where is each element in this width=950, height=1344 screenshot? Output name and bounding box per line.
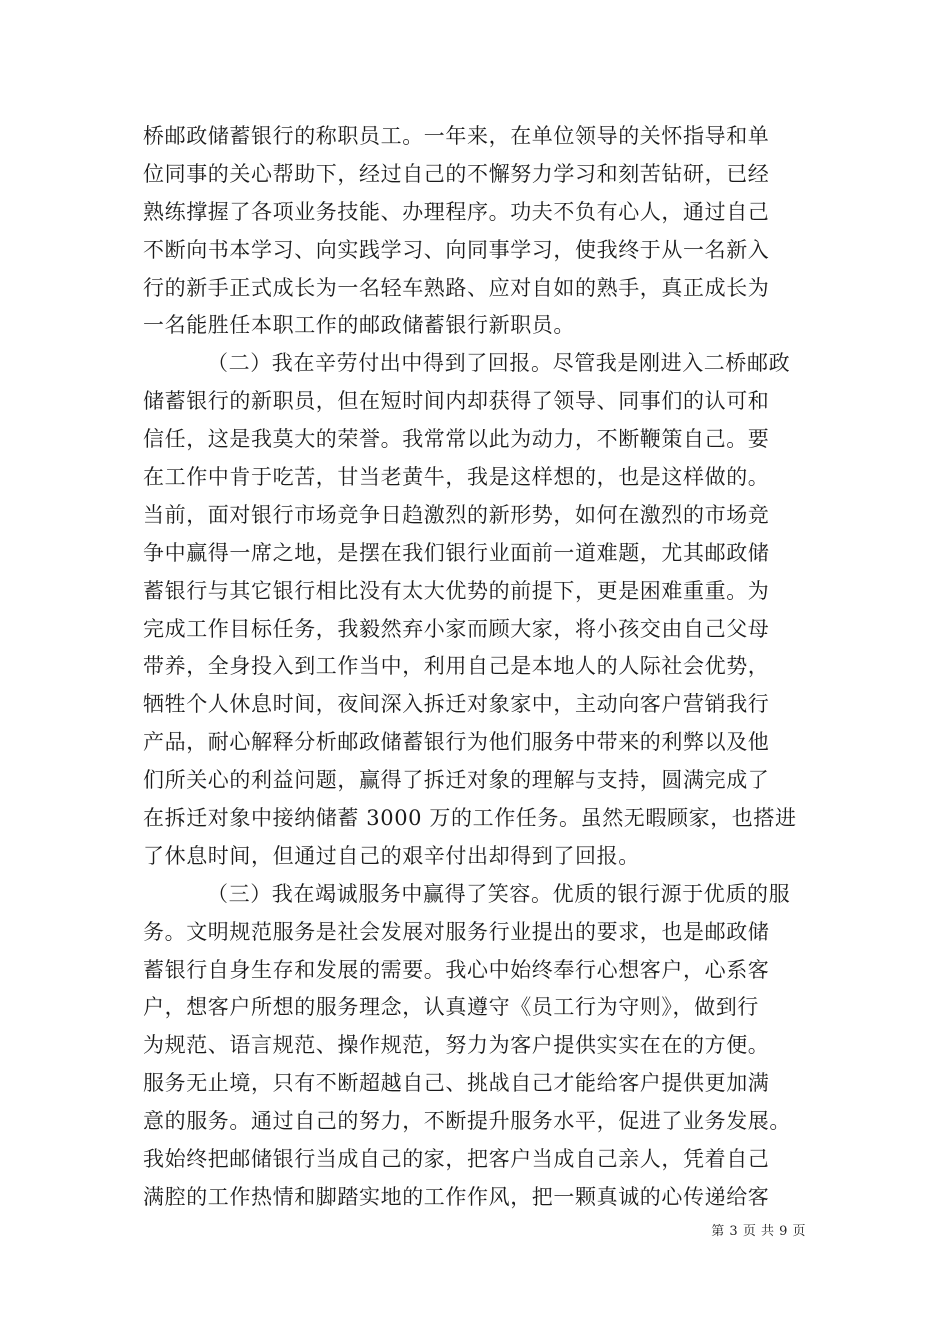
text-line: 不断向书本学习、向实践学习、向同事学习，使我终于从一名新入 bbox=[143, 237, 770, 262]
text-line: 服务无止境，只有不断超越自己、挑战自己才能给客户提供更加满 bbox=[143, 1071, 770, 1096]
text-line: 当前，面对银行市场竞争日趋激烈的新形势，如何在激烈的市场竞 bbox=[143, 502, 770, 527]
text-line: 意的服务。通过自己的努力，不断提升服务水平，促进了业务发展。 bbox=[143, 1109, 791, 1134]
text-line: 行的新手正式成长为一名轻车熟路、应对自如的熟手，真正成长为 bbox=[143, 275, 770, 300]
document-body bbox=[143, 118, 815, 1217]
text-line: 位同事的关心帮助下，经过自己的不懈努力学习和刻苦钻研，已经 bbox=[143, 161, 770, 186]
text-line: 蓄银行与其它银行相比没有太大优势的前提下，更是困难重重。为 bbox=[143, 578, 770, 603]
page-number: 第 3 页 共 9 页 bbox=[711, 1224, 806, 1239]
text-line: 桥邮政储蓄银行的称职员工。一年来，在单位领导的关怀指导和单 bbox=[143, 124, 770, 148]
text-line: 争中赢得一席之地，是摆在我们银行业面前一道难题，尤其邮政储 bbox=[143, 540, 770, 565]
text-line: 了休息时间，但通过自己的艰辛付出却得到了回报。 bbox=[143, 843, 640, 868]
text-line: 熟练撑握了各项业务技能、办理程序。功夫不负有心人，通过自己 bbox=[143, 199, 770, 224]
text-line: 储蓄银行的新职员，但在短时间内却获得了领导、同事们的认可和 bbox=[143, 389, 770, 414]
text-line: 务。文明规范服务是社会发展对服务行业提出的要求，也是邮政储 bbox=[143, 919, 770, 944]
text-line: 一名能胜任本职工作的邮政储蓄银行新职员。 bbox=[143, 313, 575, 338]
text-line: 在拆迁对象中接纳储蓄 3000 万的工作任务。虽然无暇顾家，也搭进 bbox=[143, 806, 797, 831]
text-line: 完成工作目标任务，我毅然弃小家而顾大家，将小孩交由自己父母 bbox=[143, 616, 770, 641]
text-line: 户，想客户所想的服务理念，认真遵守《员工行为守则》，做到行 bbox=[143, 995, 759, 1020]
text-line: 产品，耐心解释分析邮政储蓄银行为他们服务中带来的利弊以及他 bbox=[143, 730, 770, 755]
paragraph-first-line: （三）我在竭诚服务中赢得了笑容。优质的银行源于优质的服 bbox=[207, 881, 791, 906]
text-line: 我始终把邮储银行当成自己的家，把客户当成自己亲人，凭着自己 bbox=[143, 1147, 770, 1172]
text-line: 带养，全身投入到工作当中，利用自己是本地人的人际社会优势， bbox=[143, 654, 770, 679]
text-line: 为规范、语言规范、操作规范，努力为客户提供实实在在的方便。 bbox=[143, 1033, 770, 1058]
text-line: 牺牲个人休息时间，夜间深入拆迁对象家中，主动向客户营销我行 bbox=[143, 692, 770, 717]
text-line: 信任，这是我莫大的荣誉。我常常以此为动力，不断鞭策自己。要 bbox=[143, 427, 770, 452]
text-line: 们所关心的利益问题，赢得了拆迁对象的理解与支持，圆满完成了 bbox=[143, 768, 770, 793]
text-line: 满腔的工作热情和脚踏实地的工作作风，把一颗真诚的心传递给客 bbox=[143, 1184, 770, 1209]
text-line: 蓄银行自身生存和发展的需要。我心中始终奉行心想客户，心系客 bbox=[143, 957, 770, 982]
paragraph-first-line: （二）我在辛劳付出中得到了回报。尽管我是刚进入二桥邮政 bbox=[207, 351, 791, 376]
text-line: 在工作中肯于吃苦，甘当老黄牛，我是这样想的，也是这样做的。 bbox=[143, 465, 770, 490]
